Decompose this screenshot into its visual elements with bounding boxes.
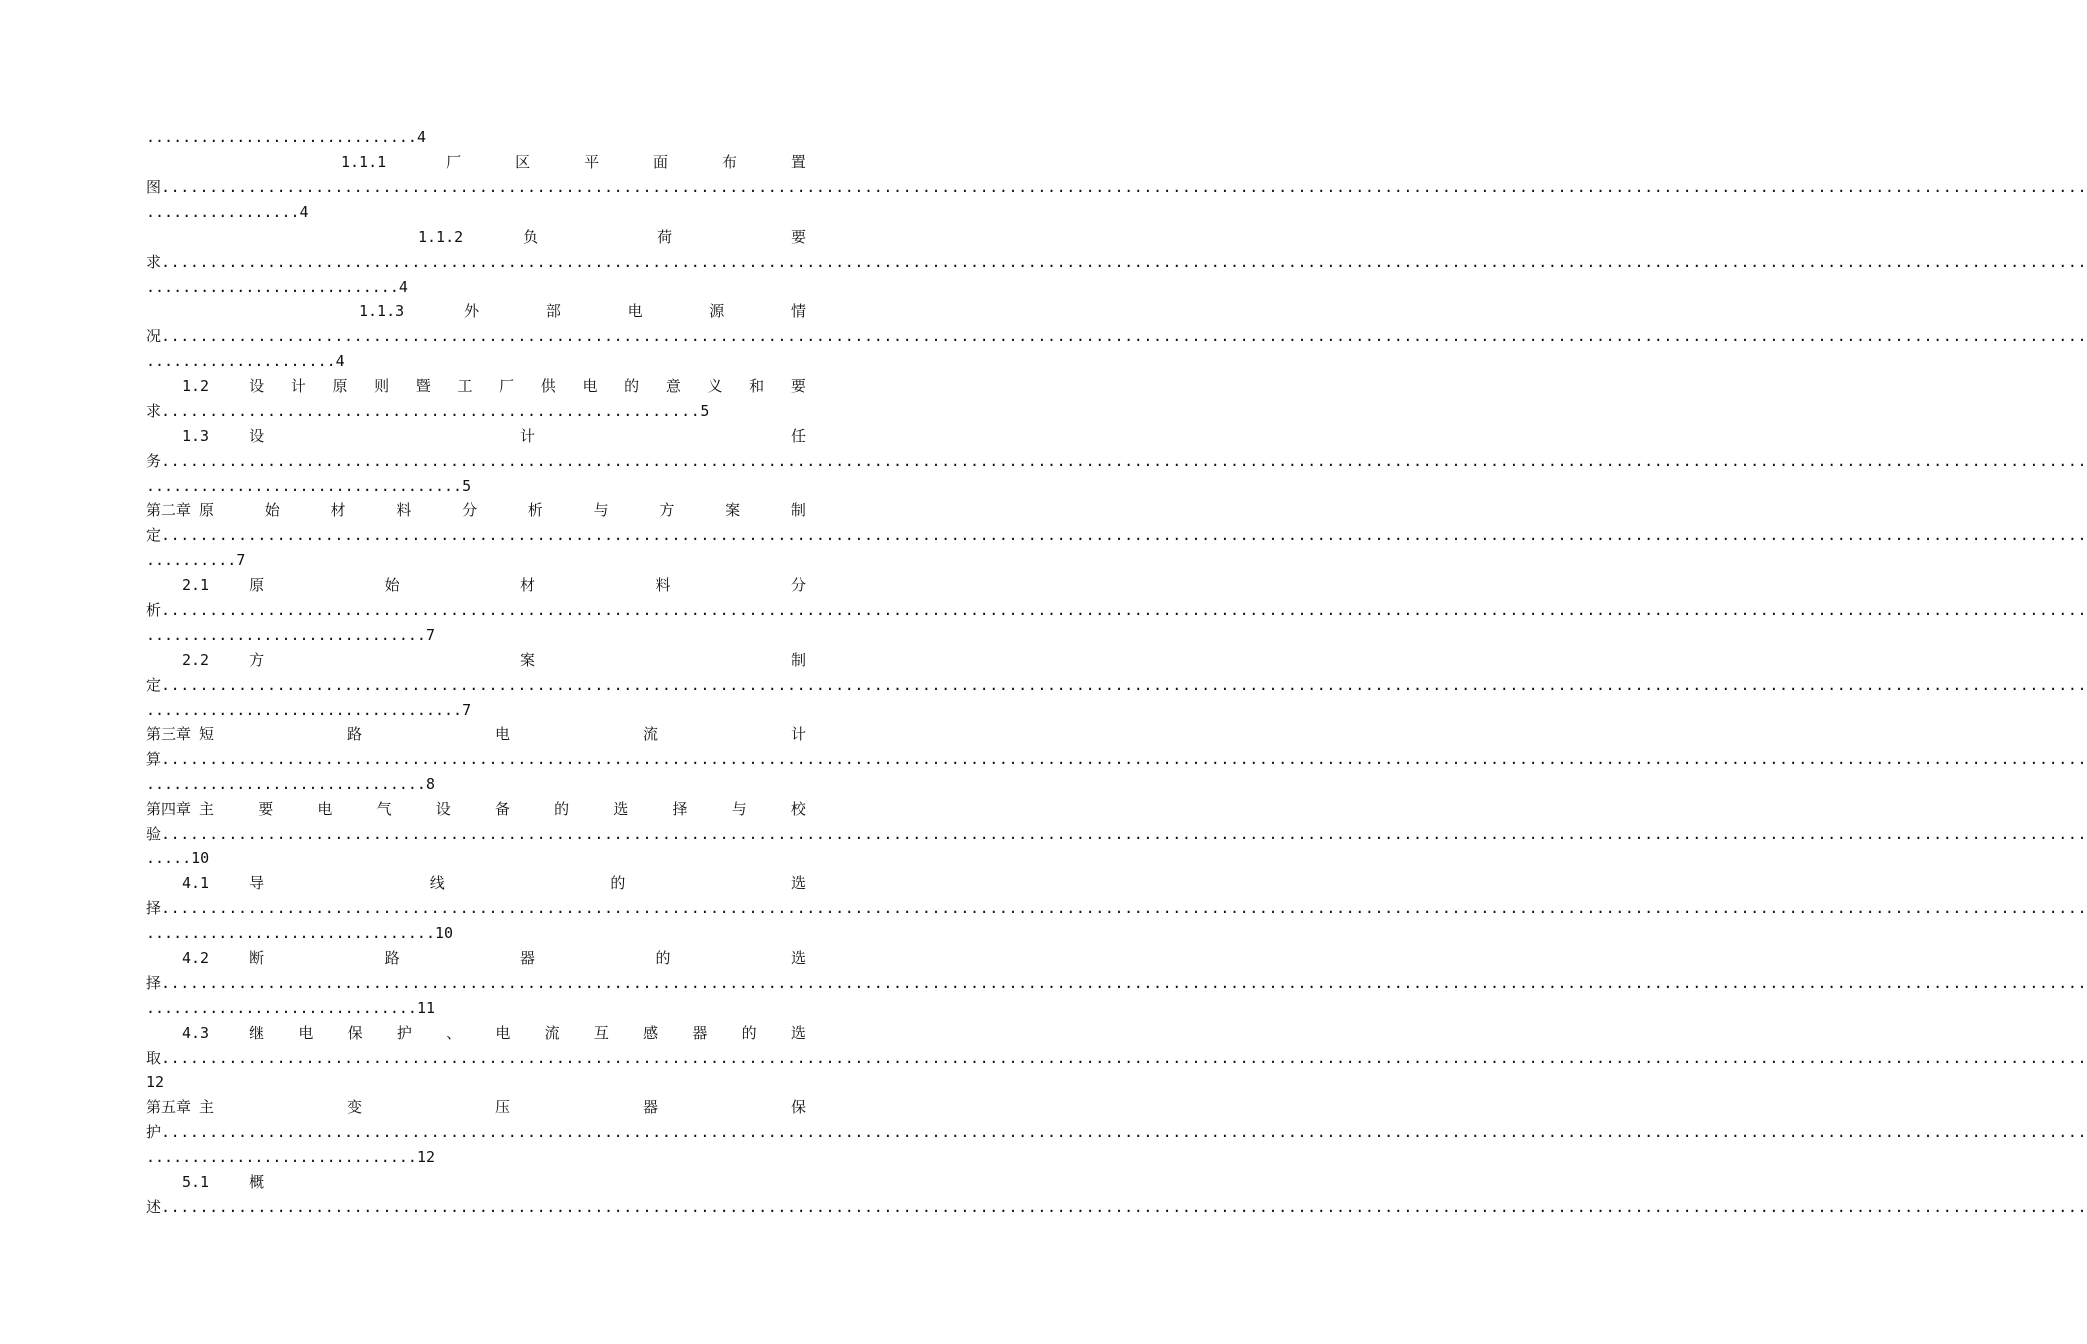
entry-char: 概 <box>249 1173 265 1191</box>
entry-char: 制 <box>790 501 806 519</box>
entry-char: 设 <box>435 800 451 818</box>
entry-char: 析 <box>527 501 543 519</box>
entry-char: 分 <box>462 501 478 519</box>
entry-char: 区 <box>515 153 531 171</box>
entry-text: 况 <box>146 327 162 345</box>
entry-char: 继 <box>249 1024 265 1042</box>
entry-char: 分 <box>790 576 806 594</box>
section-number: 2.1 <box>182 576 210 594</box>
entry-char: 器 <box>642 1098 658 1116</box>
leader-dots: ........................................................................................................................................................................................................ <box>161 1198 2087 1216</box>
entry-text: 算 <box>146 750 162 768</box>
entry-char: 择 <box>672 800 688 818</box>
toc-line[interactable] <box>146 871 806 895</box>
entry-char: 器 <box>692 1024 708 1042</box>
leader-dots: ........................................................................................................................................................................................................ <box>161 327 2087 345</box>
toc-line[interactable] <box>146 200 806 224</box>
toc-line[interactable] <box>146 399 806 423</box>
entry-char: 任 <box>790 427 806 445</box>
entry-char: 源 <box>709 302 725 320</box>
entry-char: 流 <box>642 725 658 743</box>
entry-char: 始 <box>264 501 280 519</box>
chapter-label: 第二章 <box>146 501 192 519</box>
entry-text: 务 <box>146 452 162 470</box>
entry-char: 暨 <box>415 377 431 395</box>
entry-char: 情 <box>790 302 806 320</box>
entry-char: 始 <box>384 576 400 594</box>
section-number: 2.2 <box>182 651 210 669</box>
entry-text: 求 <box>146 253 162 271</box>
entry-char: 外 <box>464 302 480 320</box>
toc-line[interactable] <box>146 946 806 970</box>
toc-line[interactable] <box>146 921 806 945</box>
toc-line[interactable] <box>146 673 2087 697</box>
entry-char: 校 <box>790 800 806 818</box>
entry-char: 路 <box>384 949 400 967</box>
page-number: 4 <box>398 278 408 296</box>
entry-char: 平 <box>584 153 600 171</box>
entry-text: 求 <box>146 402 162 420</box>
entry-char: 面 <box>653 153 669 171</box>
entry-text: 定 <box>146 676 162 694</box>
entry-char: 设 <box>249 427 265 445</box>
toc-line[interactable] <box>146 498 806 522</box>
entry-char: 电 <box>582 377 598 395</box>
leader-dots: ........................................................................................................................................................................................................ <box>161 676 2087 694</box>
toc-line[interactable] <box>146 846 806 870</box>
entry-text: 取 <box>146 1049 162 1067</box>
leader-dots: ........................................................ <box>161 402 701 420</box>
page-number: 4 <box>335 352 345 370</box>
entry-char: 电 <box>317 800 333 818</box>
toc-line[interactable] <box>146 275 806 299</box>
toc-line[interactable] <box>146 175 2087 199</box>
entry-char: 与 <box>593 501 609 519</box>
section-number: 1.3 <box>182 427 210 445</box>
leader-dots: .............................. <box>146 128 417 146</box>
entry-char: 义 <box>707 377 723 395</box>
entry-char: 设 <box>249 377 265 395</box>
section-number: 1.1.1 <box>341 153 387 171</box>
toc-line[interactable] <box>146 598 2087 622</box>
toc-line[interactable] <box>146 648 806 672</box>
entry-char: 案 <box>725 501 741 519</box>
toc-line[interactable] <box>146 349 806 373</box>
toc-line[interactable] <box>146 698 806 722</box>
entry-char: 供 <box>540 377 556 395</box>
entry-text: 护 <box>146 1123 162 1141</box>
entry-char: 原 <box>199 501 215 519</box>
leader-dots: ........................................................................................................................................................................................................ <box>161 974 2087 992</box>
toc-line[interactable] <box>146 125 806 149</box>
leader-dots: ........................................................................................................................................................................................................ <box>161 178 2087 196</box>
leader-dots: ............................ <box>146 278 399 296</box>
page-number: 8 <box>425 775 435 793</box>
chapter-label: 第三章 <box>146 725 192 743</box>
entry-char: 主 <box>199 1098 215 1116</box>
toc-line[interactable] <box>146 523 2087 547</box>
leader-dots: ............................... <box>146 626 426 644</box>
entry-char: 和 <box>749 377 765 395</box>
toc-line[interactable] <box>146 772 806 796</box>
entry-char: 选 <box>790 874 806 892</box>
entry-char: 电 <box>627 302 643 320</box>
entry-char: 计 <box>290 377 306 395</box>
entry-text: 图 <box>146 178 162 196</box>
page-number: 10 <box>434 924 454 942</box>
toc-line[interactable] <box>146 971 2087 995</box>
entry-char: 电 <box>495 1024 511 1042</box>
entry-char: 电 <box>494 725 510 743</box>
toc-line[interactable] <box>146 250 2087 274</box>
entry-char: 断 <box>249 949 265 967</box>
entry-char: 器 <box>520 949 536 967</box>
leader-dots: ................................ <box>146 924 435 942</box>
toc-line[interactable] <box>146 1095 806 1119</box>
toc-line[interactable] <box>146 1046 2087 1070</box>
toc-line[interactable] <box>146 225 806 249</box>
toc-line[interactable] <box>146 1070 806 1094</box>
leader-dots: ........................................................................................................................................................................................................ <box>161 253 2087 271</box>
entry-char: 意 <box>665 377 681 395</box>
page-number: 10 <box>191 849 210 867</box>
toc-line[interactable] <box>146 324 2087 348</box>
entry-char: 流 <box>544 1024 560 1042</box>
entry-char: 料 <box>396 501 412 519</box>
entry-char: 工 <box>457 377 473 395</box>
entry-char: 要 <box>258 800 274 818</box>
toc-line[interactable] <box>146 374 806 398</box>
page-number: 4 <box>299 203 309 221</box>
entry-char: 选 <box>790 1024 806 1042</box>
entry-char: 计 <box>520 427 536 445</box>
leader-dots: ........................................................................................................................................................................................................ <box>161 899 2087 917</box>
entry-char: 方 <box>249 651 265 669</box>
toc-line[interactable] <box>146 722 806 746</box>
leader-dots: ................................... <box>146 701 463 719</box>
page-number: 7 <box>462 701 472 719</box>
toc-line[interactable] <box>146 474 806 498</box>
page-number: 11 <box>416 999 435 1017</box>
entry-char: 与 <box>731 800 747 818</box>
section-number: 4.2 <box>182 949 210 967</box>
section-number: 1.1.3 <box>359 302 405 320</box>
leader-dots: ........................................................................................................................................................................................................ <box>161 1049 2087 1067</box>
entry-text: 验 <box>146 825 162 843</box>
chapter-label: 第五章 <box>146 1098 192 1116</box>
entry-char: 的 <box>610 874 626 892</box>
toc-line[interactable] <box>146 1145 806 1169</box>
entry-char: 的 <box>655 949 671 967</box>
toc-line[interactable] <box>146 299 806 323</box>
leader-dots: ........................................................................................................................................................................................................ <box>161 526 2087 544</box>
leader-dots: ........................................................................................................................................................................................................ <box>161 452 2087 470</box>
toc-line[interactable] <box>146 573 806 597</box>
toc-line[interactable] <box>146 1195 2087 1219</box>
entry-text: 择 <box>146 974 162 992</box>
toc-line[interactable] <box>146 822 2087 846</box>
entry-text: 定 <box>146 526 162 544</box>
section-number: 4.1 <box>182 874 210 892</box>
entry-char: 线 <box>429 874 445 892</box>
toc-line[interactable] <box>146 548 806 572</box>
leader-dots: .............................. <box>146 1148 417 1166</box>
leader-dots: ........................................................................................................................................................................................................ <box>161 750 2087 768</box>
page-number: 7 <box>236 551 246 569</box>
entry-char: 原 <box>332 377 348 395</box>
section-number: 1.2 <box>182 377 210 395</box>
entry-char: 导 <box>249 874 265 892</box>
leader-dots: ............................... <box>146 775 426 793</box>
entry-text: 择 <box>146 899 162 917</box>
chapter-label: 第四章 <box>146 800 192 818</box>
entry-char: 护 <box>396 1024 412 1042</box>
entry-char: 要 <box>790 377 806 395</box>
page-number: 4 <box>416 128 426 146</box>
toc-line[interactable] <box>146 1021 806 1045</box>
entry-char: 路 <box>347 725 363 743</box>
entry-char: 、 <box>446 1024 462 1042</box>
entry-char: 短 <box>199 725 215 743</box>
entry-char: 压 <box>494 1098 510 1116</box>
entry-text: 述 <box>146 1198 162 1216</box>
toc-line[interactable] <box>146 797 806 821</box>
leader-dots: ........................................................................................................................................................................................................ <box>161 825 2087 843</box>
entry-char: 感 <box>643 1024 659 1042</box>
entry-char: 选 <box>790 949 806 967</box>
page-number: 12 <box>146 1073 165 1091</box>
toc-line[interactable] <box>146 747 2087 771</box>
page-number: 7 <box>425 626 435 644</box>
entry-char: 互 <box>593 1024 609 1042</box>
entry-char: 方 <box>659 501 675 519</box>
entry-char: 的 <box>624 377 640 395</box>
section-number: 4.3 <box>182 1024 210 1042</box>
entry-char: 选 <box>613 800 629 818</box>
entry-char: 原 <box>249 576 265 594</box>
section-number: 5.1 <box>182 1173 210 1191</box>
entry-char: 料 <box>655 576 671 594</box>
toc-line[interactable] <box>146 1170 806 1194</box>
table-of-contents <box>146 0 2087 1344</box>
page-number: 12 <box>416 1148 435 1166</box>
entry-char: 制 <box>790 651 806 669</box>
entry-char: 置 <box>790 153 806 171</box>
entry-char: 负 <box>523 228 539 246</box>
toc-line[interactable] <box>146 150 806 174</box>
entry-char: 布 <box>721 153 737 171</box>
entry-char: 部 <box>545 302 561 320</box>
entry-char: 保 <box>347 1024 363 1042</box>
entry-char: 案 <box>520 651 536 669</box>
entry-char: 的 <box>554 800 570 818</box>
leader-dots: ..... <box>146 849 192 867</box>
toc-line[interactable] <box>146 449 2087 473</box>
toc-line[interactable] <box>146 1120 2087 1144</box>
entry-char: 备 <box>494 800 510 818</box>
leader-dots: ................. <box>146 203 300 221</box>
leader-dots: .......... <box>146 551 237 569</box>
leader-dots: ........................................................................................................................................................................................................ <box>161 1123 2087 1141</box>
entry-char: 则 <box>374 377 390 395</box>
entry-char: 厂 <box>446 153 462 171</box>
entry-char: 电 <box>298 1024 314 1042</box>
page-number: 5 <box>462 477 472 495</box>
leader-dots: ........................................................................................................................................................................................................ <box>161 601 2087 619</box>
leader-dots: ..................... <box>146 352 336 370</box>
leader-dots: ................................... <box>146 477 463 495</box>
entry-char: 材 <box>520 576 536 594</box>
entry-char: 荷 <box>657 228 673 246</box>
section-number: 1.1.2 <box>418 228 464 246</box>
toc-line[interactable] <box>146 996 806 1020</box>
page-number: 5 <box>700 402 710 420</box>
entry-char: 计 <box>790 725 806 743</box>
entry-char: 材 <box>330 501 346 519</box>
toc-line[interactable] <box>146 896 2087 920</box>
entry-char: 的 <box>741 1024 757 1042</box>
entry-char: 保 <box>790 1098 806 1116</box>
entry-char: 厂 <box>499 377 515 395</box>
entry-char: 变 <box>347 1098 363 1116</box>
toc-line[interactable] <box>146 424 806 448</box>
entry-char: 气 <box>376 800 392 818</box>
entry-char: 要 <box>790 228 806 246</box>
leader-dots: .............................. <box>146 999 417 1017</box>
toc-line[interactable] <box>146 623 806 647</box>
entry-char: 主 <box>199 800 215 818</box>
entry-text: 析 <box>146 601 162 619</box>
